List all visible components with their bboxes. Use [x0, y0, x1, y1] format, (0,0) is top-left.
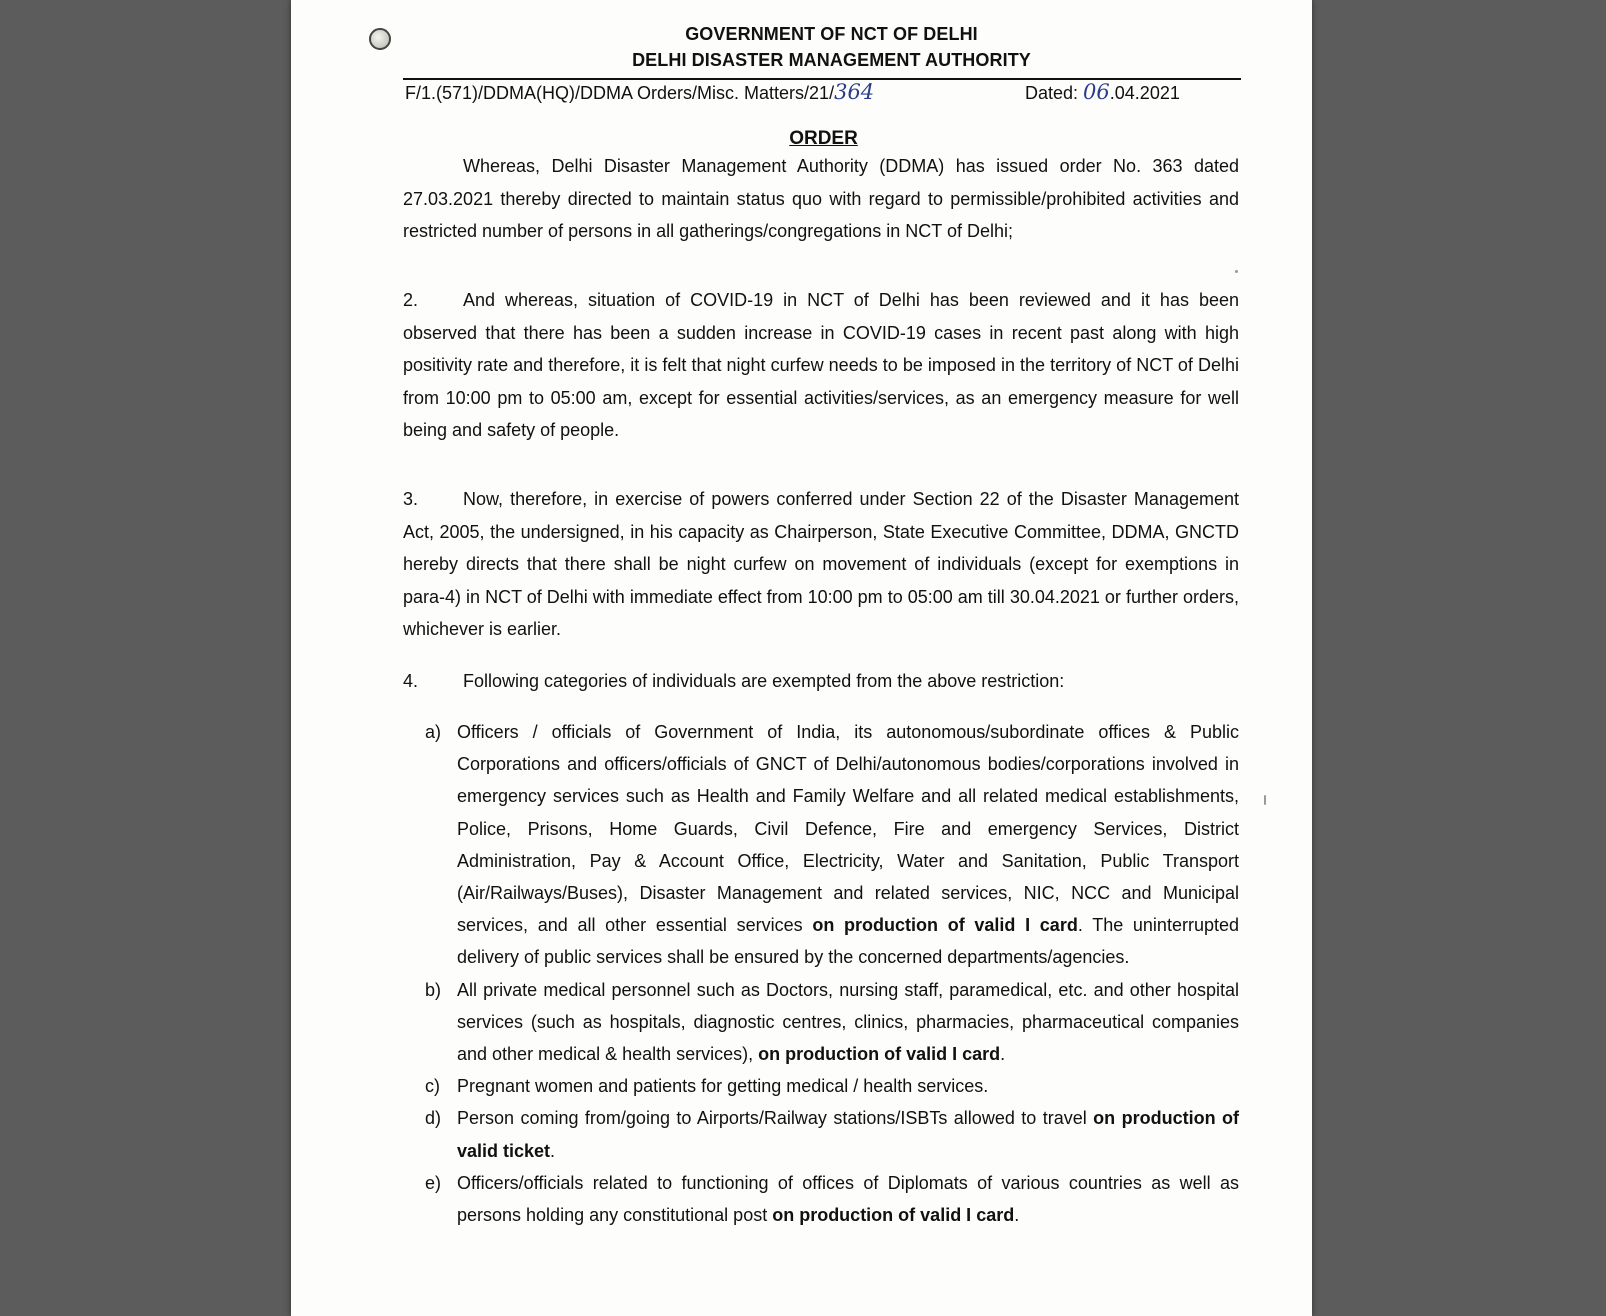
paragraph-4 [403, 665, 1239, 698]
exemption-item-d [425, 1102, 1239, 1166]
exemption-item-e [425, 1167, 1239, 1231]
paragraph-3-number: 3. [403, 489, 419, 509]
document-page [291, 0, 1312, 1316]
header-government: GOVERNMENT OF NCT OF DELHI [685, 24, 978, 44]
scan-speck [1264, 795, 1266, 805]
exemption-item-b [425, 974, 1239, 1071]
item-label: a) [425, 722, 442, 742]
item-text: Pregnant women and patients for getting medical / health services. [457, 1076, 989, 1097]
paragraph-2 [403, 284, 1239, 447]
file-number [405, 80, 874, 104]
item-label: e) [425, 1172, 442, 1193]
item-text-end: . [550, 1140, 556, 1161]
file-number-handwritten: 364 [834, 80, 875, 104]
item-text-end: . [1014, 1205, 1020, 1226]
file-number-text: F/1.(571)/DDMA(HQ)/DDMA Orders/Misc. Matters/21/ [405, 83, 835, 103]
item-label: b) [425, 979, 442, 1000]
paragraph-4-text: Following categories of individuals are exempted from the above restriction: [463, 671, 1065, 691]
paragraph-1 [403, 150, 1239, 248]
item-bold-text: on production of valid I card [772, 1205, 1015, 1226]
item-text: All private medical personnel such as Doctors, nursing staff, paramedical, etc. and other hospital services (such as hospitals, diagnostic centres, clinics, pharmacies, pharmaceutical companies and other medical & health services), [457, 979, 1239, 1065]
item-bold-text: on production of valid I card [758, 1044, 1001, 1065]
item-text: Officers/officials related to functioning of offices of Diplomats of various countries as well as persons holding any constitutional post [457, 1172, 1239, 1226]
item-text-end: . [1000, 1044, 1006, 1065]
paragraph-3-text: Now, therefore, in exercise of powers conferred under Section 22 of the Disaster Management Act, 2005, the undersigned, in his capacity as Chairperson, State Executive Committee, DDMA, GNCTD hereby directs that there shall be night curfew on movement of individuals (except for exemptions in para-4) in NCT of Delhi with immediate effect from 10:00 pm to 05:00 am till 30.04.2021 or further orders, whichever is earlier. [403, 489, 1239, 639]
dated-rest: .04.2021 [1109, 83, 1180, 103]
dated-label: Dated: [1025, 83, 1084, 103]
item-bold-text: on production of valid ticket [457, 1108, 1239, 1161]
order-title: ORDER [789, 128, 858, 149]
exemption-item-c [425, 1070, 1239, 1102]
item-text-end: . The uninterrupted delivery of public services shall be ensured by the concerned departments/agencies. [457, 915, 1239, 968]
paragraph-2-text: And whereas, situation of COVID-19 in NCT of Delhi has been reviewed and it has been observed that there has been a sudden increase in COVID-19 cases in recent past along with high positivity rate and therefore, it is felt that night curfew needs to be imposed in the territory of NCT of Delhi from 10:00 pm to 05:00 am, except for essential activities/services, as an emergency measure for well being and safety of people. [403, 290, 1239, 440]
item-text: Officers / officials of Government of India, its autonomous/subordinate offices & Public Corporations and officers/officials of GNCT of Delhi/autonomous bodies/corporations involved in emergency services such as Health and Family Welfare and all related medical establishments, Police, Prisons, Home Guards, Civil Defence, Fire and emergency Services, District Administration, Pay & Account Office, Electricity, Water and Sanitation, Public Transport (Air/Railways/Buses), Disaster Management and related services, NIC, NCC and Municipal services, and all other essential services [457, 722, 1239, 936]
reference-line [405, 80, 1241, 106]
paragraph-1-text: Whereas, Delhi Disaster Management Authority (DDMA) has issued order No. 363 dated 27.03.2021 thereby directed to maintain status quo with regard to permissible/prohibited activities and restricted number of persons in all gatherings/congregations in NCT of Delhi; [403, 156, 1239, 241]
item-bold-text: on production of valid I card [812, 915, 1078, 936]
dated-handwritten-day: 06 [1083, 80, 1110, 104]
order-date [1025, 80, 1180, 104]
exemption-list [425, 716, 1239, 1231]
item-label: c) [425, 1076, 440, 1097]
item-label: d) [425, 1108, 442, 1129]
scan-speck [1235, 270, 1238, 273]
paragraph-4-number: 4. [403, 671, 419, 691]
exemption-item-a [425, 716, 1239, 974]
paragraph-3 [403, 483, 1239, 646]
header-authority: DELHI DISASTER MANAGEMENT AUTHORITY [632, 50, 1031, 70]
paragraph-2-number: 2. [403, 290, 419, 310]
item-text: Person coming from/going to Airports/Railway stations/ISBTs allowed to travel [457, 1108, 1094, 1129]
